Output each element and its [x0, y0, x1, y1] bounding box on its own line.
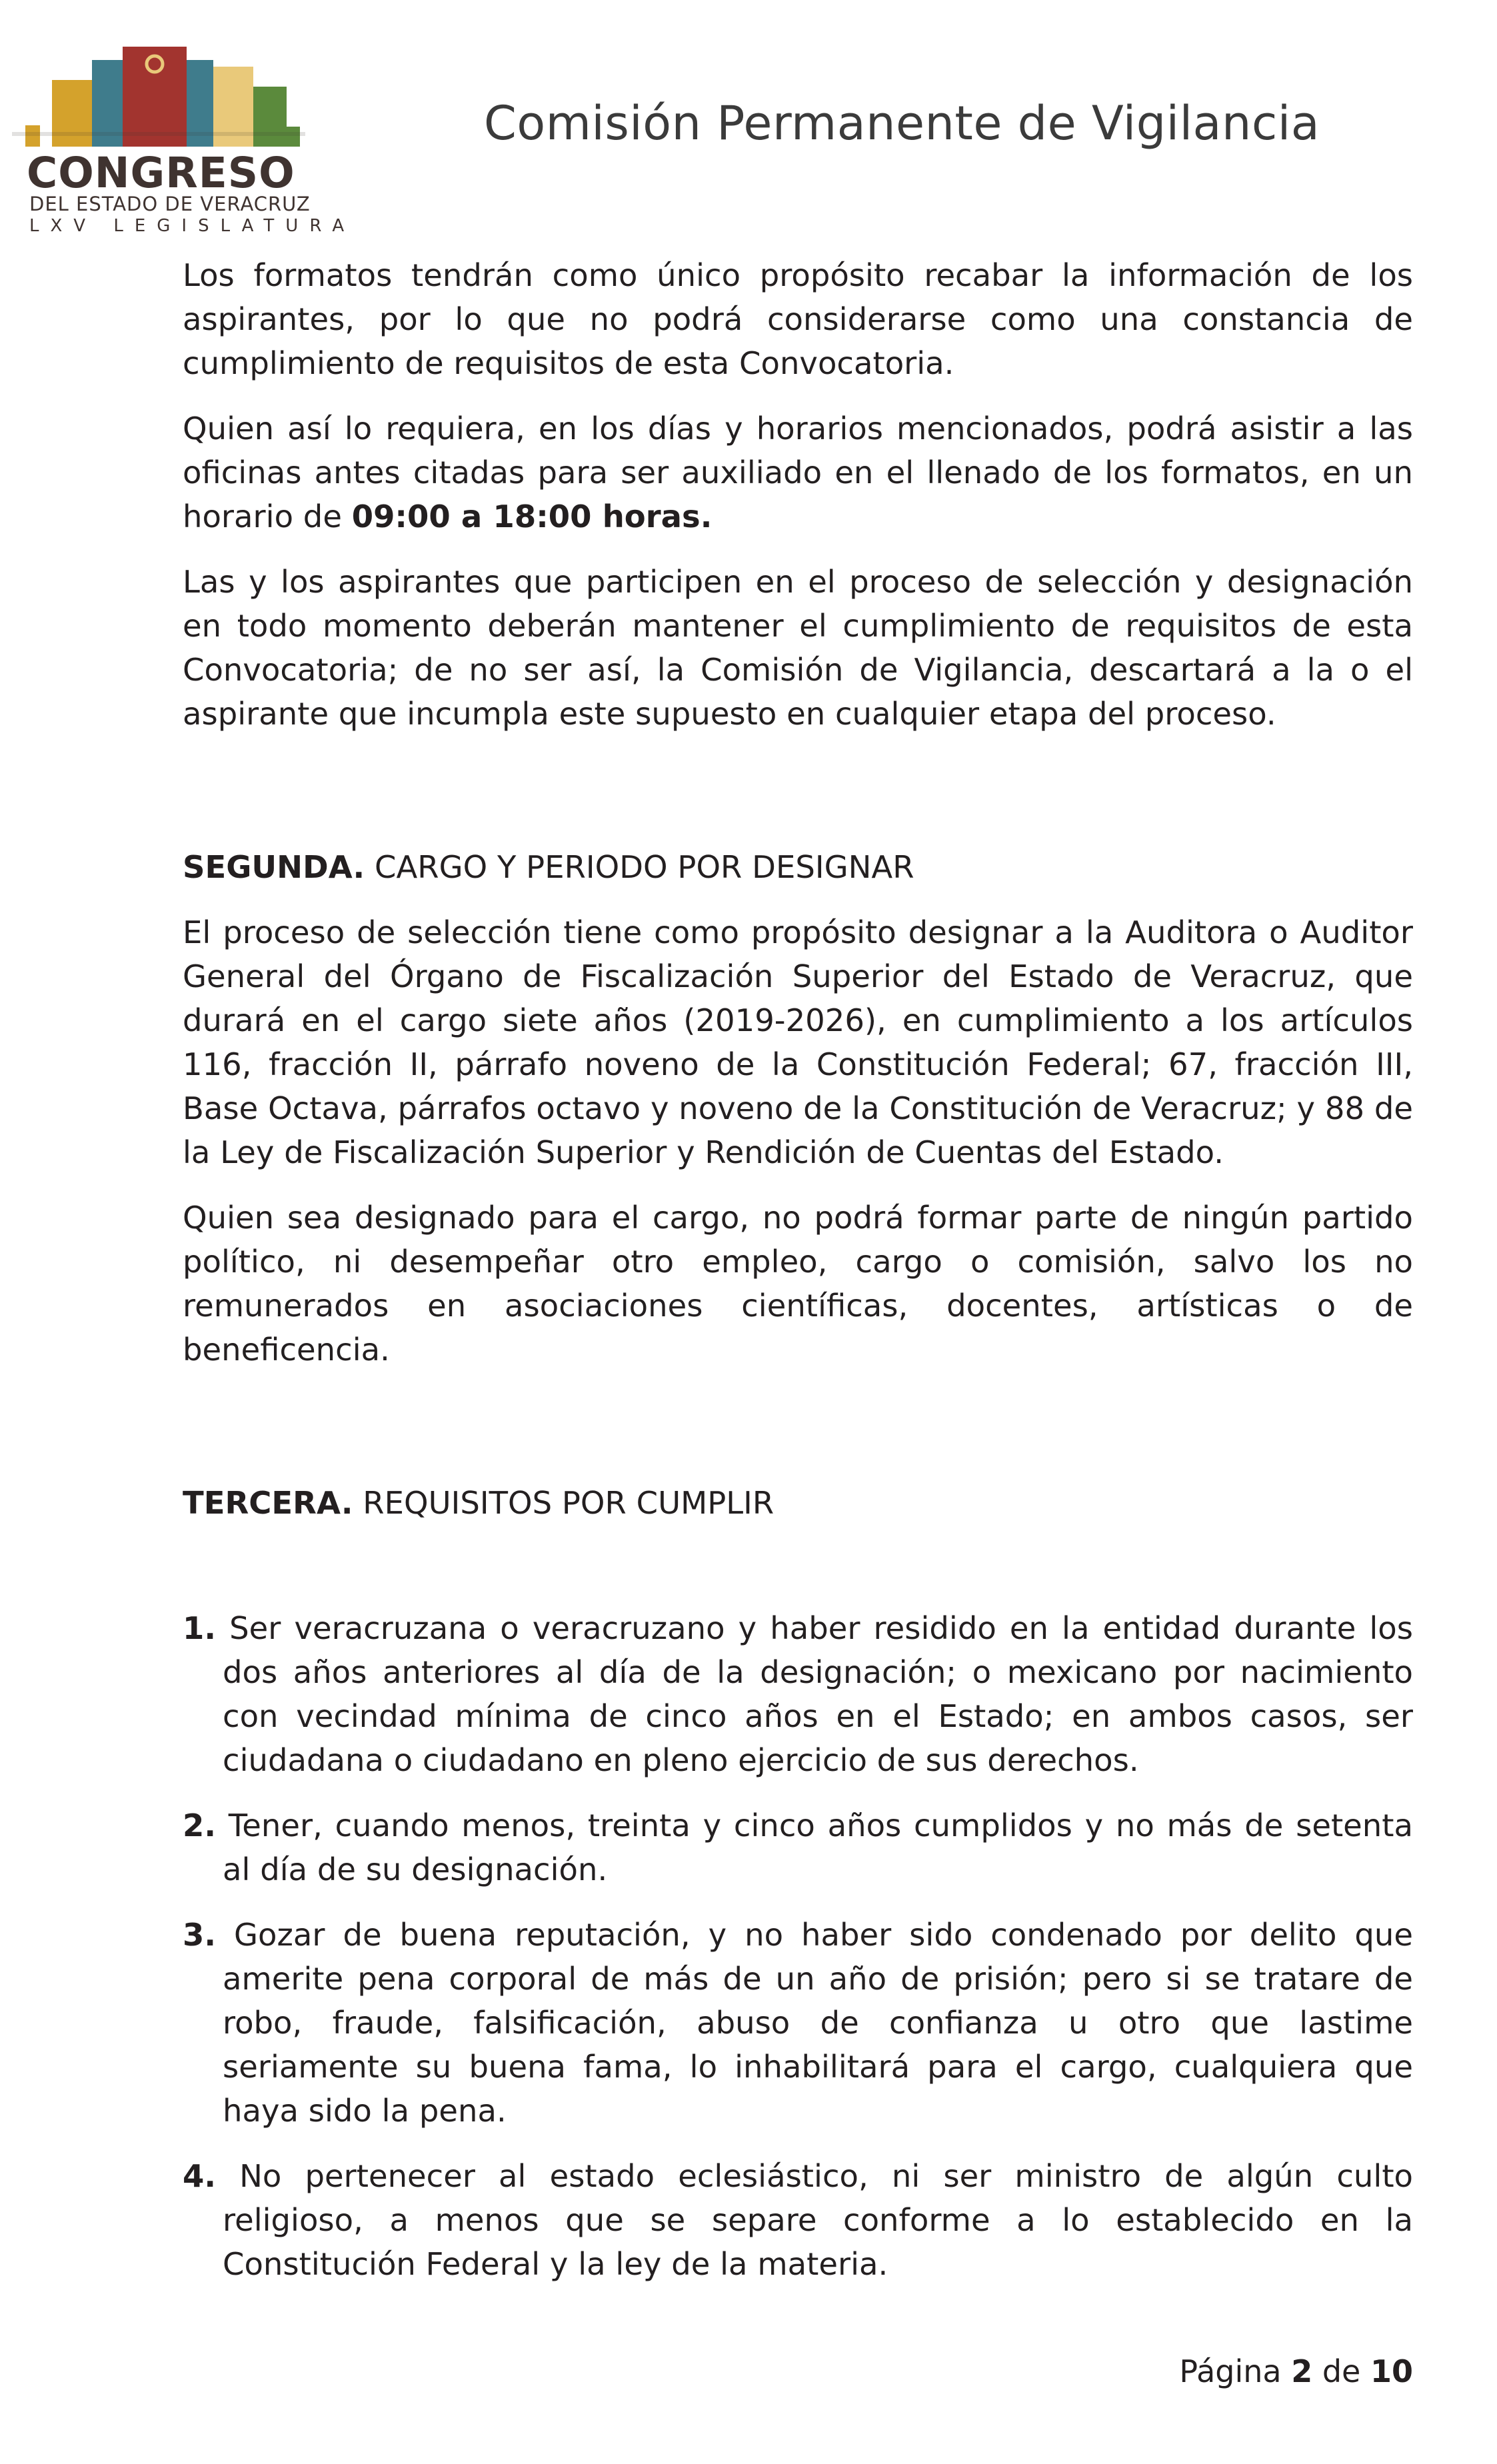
list-item [183, 1804, 1413, 1891]
page-number [1179, 2353, 1413, 2389]
schedule-hours: 09:00 a 18:00 horas. [351, 499, 713, 535]
page-middle: de [1312, 2353, 1370, 2389]
paragraph: Quien sea designado para el cargo, no podrá formar parte de ningún partido político, ni desempeñar otro empleo, cargo o comisión, salvo los no remunerados en asociaciones científicas, docentes, artísticas o de beneficencia. [183, 1200, 1413, 1368]
section-heading-segunda [183, 845, 1413, 889]
spacer [183, 1393, 1413, 1481]
paragraph [183, 407, 1413, 539]
spacer [183, 1525, 1413, 1606]
paragraph: Los formatos tendrán como único propósito recabar la información de los aspirantes, por lo que no podrá considerarse como una constancia de cumplimiento de requisitos de esta Convocatoria. [183, 257, 1413, 381]
header-title: Comisión Permanente de Vigilancia [484, 96, 1320, 151]
item-number: 1. [183, 1610, 217, 1646]
paragraph-text: Quien así lo requiera, en los días y horarios mencionados, podrá asistir a las oficinas antes citadas para ser auxiliado en el llenado de los formatos, en un horario de [183, 411, 1413, 535]
list-item [183, 1606, 1413, 1782]
section-title: CARGO Y PERIODO POR DESIGNAR [365, 849, 914, 885]
logo-name: CONGRESO [27, 149, 295, 197]
section-title: REQUISITOS POR CUMPLIR [353, 1485, 774, 1521]
document-body [183, 253, 1413, 2307]
item-number: 2. [183, 1808, 217, 1844]
paragraph: El proceso de selección tiene como propósito designar a la Auditora o Auditor General del Órgano de Fiscalización Superior del Estado de Veracruz, que durará en el cargo siete años (2019-2026), en cumplimiento a los artículos 116, fracción II, párrafo noveno de la Constitución Federal; 67, fracción III, Base Octava, párrafos octavo y noveno de la Constitución de Veracruz; y 88 de la Ley de Fiscalización Superior y Rendición de Cuentas del Estado. [183, 914, 1413, 1170]
list-item [183, 1913, 1413, 2133]
item-text: Ser veracruzana o veracruzano y haber residido en la entidad durante los dos años anteriores al día de la designación; o mexicano por nacimiento con vecindad mínima de cinco años en el Estado; en ambos casos, ser ciudadana o ciudadano en pleno ejercicio de sus derechos. [216, 1610, 1413, 1778]
page-current: 2 [1291, 2353, 1313, 2389]
section-label: SEGUNDA. [183, 849, 365, 885]
page-total: 10 [1370, 2353, 1413, 2389]
logo-subtitle: DEL ESTADO DE VERACRUZ [29, 193, 311, 215]
section-heading-tercera [183, 1481, 1413, 1525]
section-label: TERCERA. [183, 1485, 353, 1521]
list-item [183, 2154, 1413, 2286]
item-number: 3. [183, 1917, 217, 1953]
page-prefix: Página [1179, 2353, 1292, 2389]
congress-logo [12, 40, 356, 236]
building-icon [12, 40, 305, 147]
logo-legislature: LXV LEGISLATURA [29, 216, 356, 236]
item-text: Tener, cuando menos, treinta y cinco años cumplidos y no más de setenta al día de su designación. [216, 1808, 1413, 1887]
spacer [183, 757, 1413, 845]
item-text: Gozar de buena reputación, y no haber sido condenado por delito que amerite pena corporal de más de un año de prisión; pero si se tratare de robo, fraude, falsificación, abuso de confianza u otro que lastime seriamente su buena fama, lo inhabilitará para el cargo, cualquiera que haya sido la pena. [216, 1917, 1413, 2129]
item-number: 4. [183, 2158, 217, 2194]
item-text: No pertenecer al estado eclesiástico, ni ser ministro de algún culto religioso, a menos que se separe conforme a lo establecido en la Constitución Federal y la ley de la materia. [216, 2158, 1413, 2282]
paragraph: Las y los aspirantes que participen en el proceso de selección y designación en todo momento deberán mantener el cumplimiento de requisitos de esta Convocatoria; de no ser así, la Comisión de Vigilancia, descartará a la o el aspirante que incumpla este supuesto en cualquier etapa del proceso. [183, 564, 1413, 732]
